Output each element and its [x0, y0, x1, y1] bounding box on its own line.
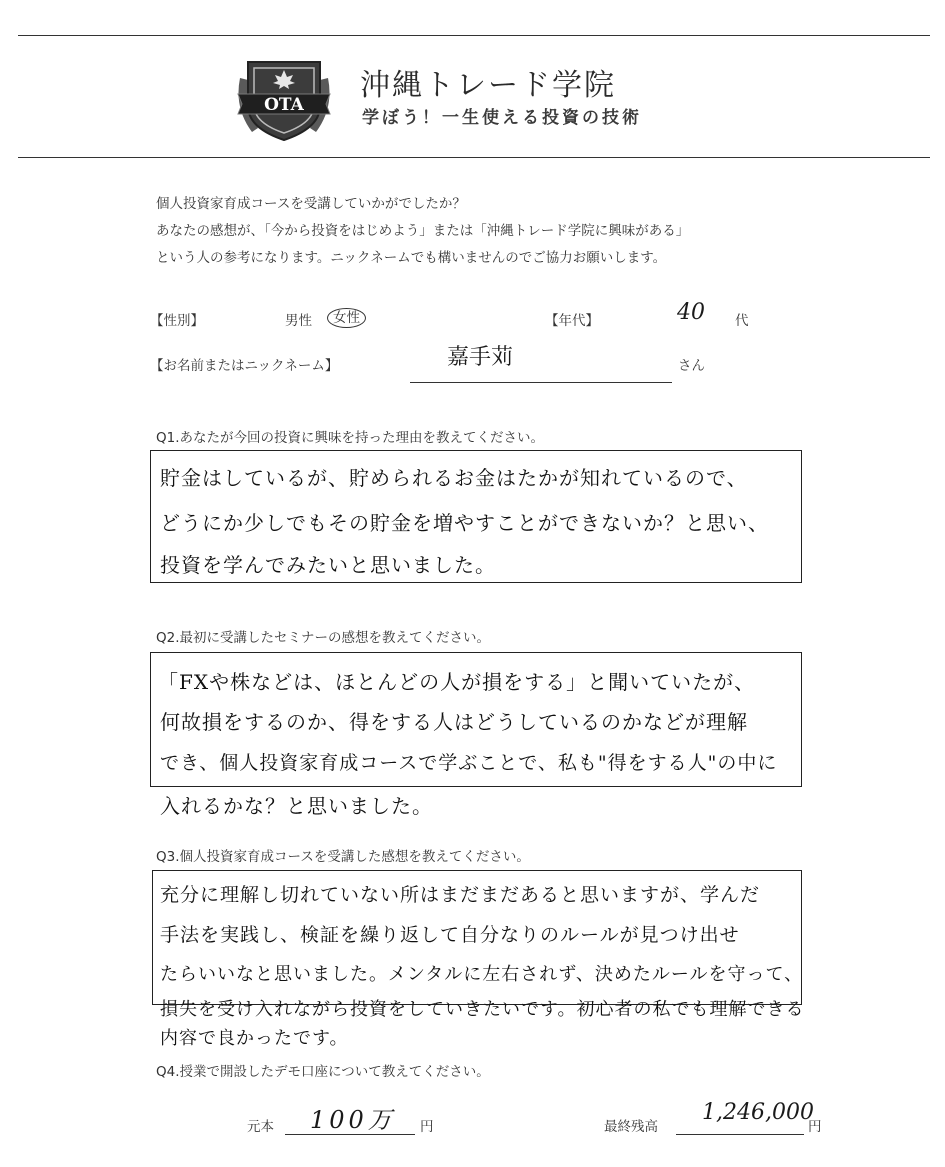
- ota-emblem-logo: [234, 48, 334, 144]
- q1-question: Q1.あなたが今回の投資に興味を持った理由を教えてください。: [156, 430, 545, 446]
- name-suffix: さん: [678, 358, 705, 374]
- principal-unit: 円: [420, 1119, 434, 1135]
- q3-answer-line-4: 損失を受け入れながら投資をしていきたいです。初心者の私でも理解できる: [160, 999, 805, 1020]
- principal-underline: [285, 1134, 415, 1135]
- final-balance-value: 1,246,000: [702, 1100, 814, 1125]
- emblem-text: OTA: [264, 95, 304, 115]
- age-value: 40: [677, 300, 705, 325]
- q3-answer-line-5: 内容で良かったです。: [160, 1028, 349, 1049]
- q4-question: Q4.授業で開設したデモ口座について教えてください。: [156, 1064, 490, 1080]
- q2-answer-line-2: 何故損をするのか、得をする人はどうしているのかなどが理解: [160, 710, 748, 734]
- q3-answer-line-2: 手法を実践し、検証を繰り返して自分なりのルールが見つけ出せ: [160, 924, 740, 946]
- top-rule: [18, 35, 930, 36]
- q3-answer-line-1: 充分に理解し切れていない所はまだまだあると思いますが、学んだ: [160, 884, 761, 906]
- principal-label: 元本: [247, 1119, 274, 1135]
- gender-label: 【性別】: [150, 313, 204, 329]
- name-value: 嘉手苅: [447, 345, 514, 370]
- q1-answer-line-2: どうにか少しでもその貯金を増やすことができないか？と思い、: [160, 511, 769, 535]
- intro-line-2: あなたの感想が、「今から投資をはじめよう」または「沖縄トレード学院に興味がある」: [156, 223, 690, 239]
- q2-answer-line-1: 「FXや株などは、ほとんどの人が損をする」と聞いていたが、: [158, 670, 756, 694]
- q2-answer-line-3: でき、個人投資家育成コースで学ぶことで、私も"得をする人"の中に: [160, 752, 778, 774]
- q1-answer-line-3: 投資を学んでみたいと思いました。: [160, 553, 496, 577]
- brand-title: 沖縄トレード学院: [360, 68, 616, 103]
- final-balance-underline: [676, 1134, 804, 1135]
- age-unit: 代: [735, 313, 749, 329]
- final-balance-label: 最終残高: [604, 1119, 658, 1135]
- q1-answer-line-1: 貯金はしているが、貯められるお金はたかが知れているので、: [160, 466, 748, 490]
- age-label: 【年代】: [545, 313, 599, 329]
- gender-option-female-circled: [327, 306, 366, 326]
- intro-line-3: という人の参考になります。ニックネームでも構いませんのでご協力お願いします。: [156, 250, 667, 266]
- q3-question: Q3.個人投資家育成コースを受講した感想を教えてください。: [156, 849, 530, 865]
- gender-option-male: 男性: [285, 313, 312, 329]
- q2-answer-line-4: 入れるかな？と思いました。: [160, 794, 433, 818]
- name-label: 【お名前またはニックネーム】: [150, 358, 339, 374]
- brand-subtitle: 学ぼう！一生使える投資の技術: [362, 108, 642, 128]
- q2-question: Q2.最初に受講したセミナーの感想を教えてください。: [156, 630, 491, 646]
- gender-female-text: 女性: [327, 308, 366, 328]
- name-underline: [410, 382, 672, 383]
- header-bottom-rule: [18, 157, 930, 158]
- q3-answer-line-3: たらいいなと思いました。メンタルに左右されず、決めたルールを守って、: [160, 964, 804, 985]
- final-balance-unit: 円: [808, 1119, 822, 1135]
- principal-value: 100万: [310, 1106, 396, 1134]
- intro-line-1: 個人投資家育成コースを受講していかがでしたか？: [156, 196, 466, 212]
